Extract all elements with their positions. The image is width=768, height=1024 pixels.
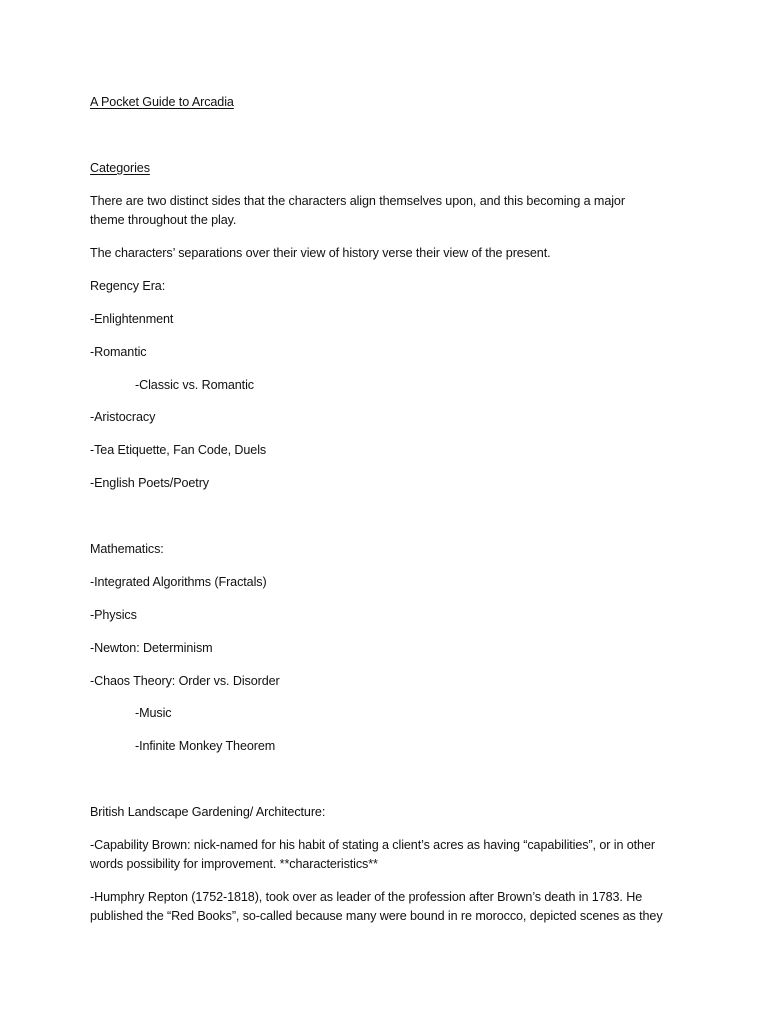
- garden-heading: British Landscape Gardening/ Architecture:: [90, 805, 326, 819]
- list-item: -English Poets/Poetry: [90, 476, 209, 490]
- garden-paragraph-1-line-1: -Capability Brown: nick-named for his habit of stating a client’s acres as having “capabilities”, or in other: [90, 838, 655, 852]
- list-item: -Physics: [90, 608, 137, 622]
- list-item: -Chaos Theory: Order vs. Disorder: [90, 674, 280, 688]
- categories-paragraph-1-line-1: There are two distinct sides that the characters align themselves upon, and this becoming a major: [90, 194, 625, 208]
- categories-paragraph-2: The characters’ separations over their view of history verse their view of the present.: [90, 246, 551, 260]
- categories-paragraph-1-line-2: theme throughout the play.: [90, 213, 237, 227]
- list-item: -Infinite Monkey Theorem: [135, 739, 276, 753]
- math-heading: Mathematics:: [90, 542, 164, 556]
- list-item: -Newton: Determinism: [90, 641, 213, 655]
- list-item: -Tea Etiquette, Fan Code, Duels: [90, 443, 267, 457]
- categories-heading: Categories: [90, 161, 150, 175]
- list-item: -Aristocracy: [90, 410, 156, 424]
- document-title: A Pocket Guide to Arcadia: [90, 95, 234, 109]
- garden-paragraph-2-line-2: published the “Red Books”, so-called because many were bound in re morocco, depicted scenes as they: [90, 909, 663, 923]
- list-item: -Music: [135, 706, 172, 720]
- list-item: -Enlightenment: [90, 312, 174, 326]
- list-item: -Classic vs. Romantic: [135, 378, 254, 392]
- garden-paragraph-2-line-1: -Humphry Repton (1752-1818), took over as leader of the profession after Brown’s death in 1783. He: [90, 890, 643, 904]
- list-item: -Integrated Algorithms (Fractals): [90, 575, 267, 589]
- regency-heading: Regency Era:: [90, 279, 166, 293]
- list-item: -Romantic: [90, 345, 147, 359]
- garden-paragraph-1-line-2: words possibility for improvement. **characteristics**: [90, 857, 378, 871]
